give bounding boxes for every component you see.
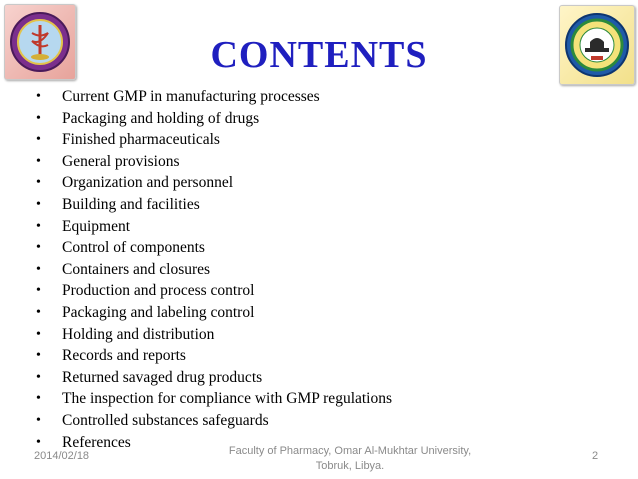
footer-institution xyxy=(222,444,478,474)
bullet-icon: • xyxy=(36,218,41,234)
contents-list-item xyxy=(36,410,392,432)
bullet-icon: • xyxy=(36,132,41,148)
contents-list-item xyxy=(36,259,392,281)
bullet-icon: • xyxy=(36,412,41,428)
bullet-icon: • xyxy=(36,261,41,277)
contents-item-label: Returned savaged drug products xyxy=(62,368,263,386)
bullet-icon: • xyxy=(36,89,41,104)
bullet-icon: • xyxy=(36,326,41,342)
contents-item-label: Current GMP in manufacturing processes xyxy=(62,88,320,105)
contents-item-label: Control of components xyxy=(62,239,205,257)
contents-list-item xyxy=(36,194,392,216)
contents-list-item xyxy=(36,388,392,410)
contents-list-item xyxy=(36,302,392,324)
contents-item-label: Equipment xyxy=(62,217,131,235)
contents-list-item xyxy=(36,129,392,151)
slide-title: CONTENTS xyxy=(210,34,428,76)
bullet-icon: • xyxy=(36,110,41,126)
bullet-icon: • xyxy=(36,348,41,364)
contents-list xyxy=(36,86,392,453)
bullet-icon: • xyxy=(36,153,41,169)
bullet-icon: • xyxy=(36,240,41,256)
contents-item-label: References xyxy=(62,433,131,451)
footer-institution-line-1: Faculty of Pharmacy, Omar Al-Mukhtar University, xyxy=(228,445,472,457)
contents-item-label: The inspection for compliance with GMP regulations xyxy=(62,390,393,408)
contents-item-label: Records and reports xyxy=(62,347,186,365)
contents-list-item xyxy=(36,367,392,389)
page-number: 2 xyxy=(592,450,599,462)
bullet-icon: • xyxy=(36,369,41,385)
bullet-icon: • xyxy=(36,434,41,450)
contents-list-item xyxy=(36,280,392,302)
bullet-icon: • xyxy=(36,391,41,407)
contents-item-label: Finished pharmaceuticals xyxy=(62,131,220,149)
contents-item-label: Controlled substances safeguards xyxy=(62,411,269,429)
bullet-icon: • xyxy=(36,304,41,320)
contents-item-label: General provisions xyxy=(62,152,180,170)
contents-list-item xyxy=(36,345,392,367)
contents-item-label: Organization and personnel xyxy=(62,174,234,192)
footer-date: 2014/02/18 xyxy=(34,450,90,462)
contents-list-item xyxy=(36,108,392,130)
contents-list-item xyxy=(36,151,392,173)
contents-item-label: Production and process control xyxy=(62,282,255,300)
bullet-icon: • xyxy=(36,283,41,299)
contents-list-item xyxy=(36,86,392,108)
contents-item-label: Packaging and holding of drugs xyxy=(62,109,260,127)
contents-item-label: Containers and closures xyxy=(62,260,211,278)
contents-list-item xyxy=(36,237,392,259)
contents-item-label: Holding and distribution xyxy=(62,325,215,343)
contents-list-item xyxy=(36,172,392,194)
contents-item-label: Packaging and labeling control xyxy=(62,303,255,321)
footer-institution-line-2: Tobruk, Libya. xyxy=(315,460,385,472)
contents-list-item xyxy=(36,216,392,238)
contents-item-label: Building and facilities xyxy=(62,195,200,213)
bullet-icon: • xyxy=(36,196,41,212)
contents-list-item xyxy=(36,324,392,346)
bullet-icon: • xyxy=(36,175,41,191)
